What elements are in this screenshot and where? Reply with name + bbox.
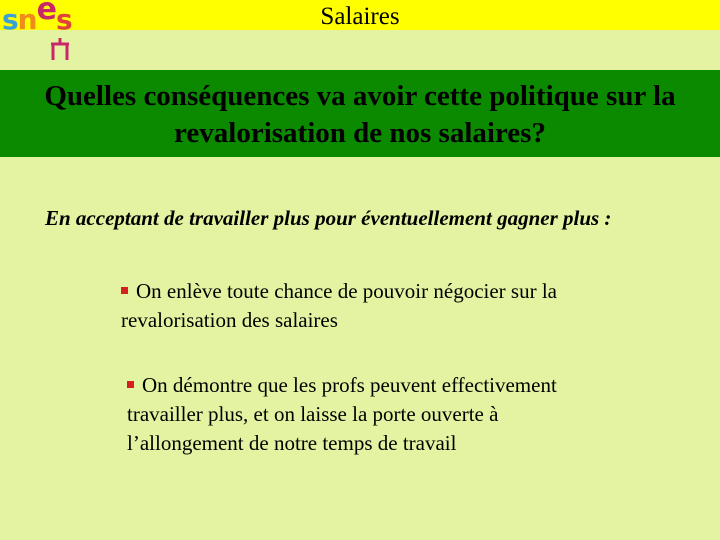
- logo-wordmark: snes: [2, 0, 72, 36]
- intro-text: En acceptant de travailler plus pour éventuellement gagner plus :: [45, 206, 612, 230]
- bullet-marker-icon: [127, 381, 134, 388]
- bullet-2-line-1: On démontre que les profs peuvent effectivement: [142, 373, 557, 397]
- bullet-item: [127, 371, 667, 458]
- bullet-marker-icon: [121, 287, 128, 294]
- bullet-2-line-2: travailler plus, et on laisse la porte ouverte à: [127, 402, 499, 426]
- bullet-2-line-3: l’allongement de notre temps de travail: [127, 431, 457, 455]
- bullet-1-line-2: revalorisation des salaires: [121, 308, 338, 332]
- logo-figure-icon: [48, 38, 72, 60]
- question-heading: [0, 78, 720, 152]
- bullet-item: [121, 277, 661, 335]
- bullet-1-line-1: On enlève toute chance de pouvoir négocier sur la: [136, 279, 557, 303]
- question-line-1: Quelles conséquences va avoir cette politique sur la: [44, 80, 676, 112]
- page-title: Salaires: [320, 3, 400, 30]
- question-line-2: revalorisation de nos salaires?: [174, 117, 546, 149]
